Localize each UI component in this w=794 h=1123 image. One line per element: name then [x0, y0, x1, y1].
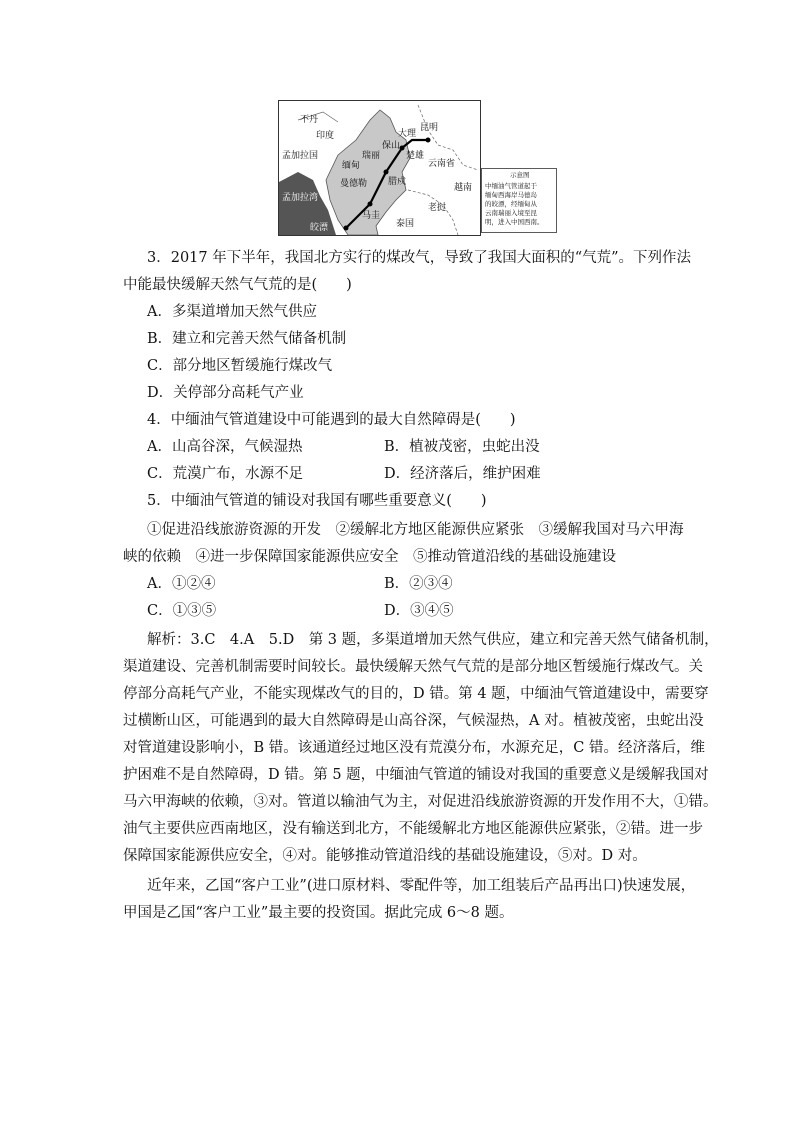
q4-option-d: D．经济落后，维护困难 [384, 466, 541, 482]
pipeline-map [278, 100, 558, 236]
label-maguay: 马圭 [362, 211, 381, 221]
label-vietnam: 越南 [454, 183, 473, 193]
label-thailand: 泰国 [396, 219, 415, 229]
analysis-line: 渠道建设、完善机制需要时间较长。最快缓解天然气气荒的是部分地区暂缓施行煤改气。关 [123, 659, 703, 675]
q3-option-a: A．多渠道增加天然气供应 [147, 304, 317, 320]
intro-line1: 近年来，乙国“客户工业”(进口原材料、零配件等，加工组装后产品再出口)快速发展， [147, 878, 696, 894]
q3-option-d: D．关停部分高耗气产业 [147, 385, 304, 401]
city-dot [384, 170, 389, 175]
legend-line: 的皎漂，经缅甸从 [485, 200, 537, 208]
q4-option-b: B．植被茂密，虫蛇出没 [384, 439, 540, 455]
q5-option-c: C．①③⑤ [147, 603, 217, 619]
q5-statements-line2: 峡的依赖 ④进一步保障国家能源供应安全 ⑤推动管道沿线的基础设施建设 [123, 549, 616, 565]
city-dot [426, 138, 431, 143]
label-dali: 大理 [398, 129, 417, 139]
q3-option-b: B．建立和完善天然气储备机制 [147, 331, 347, 347]
legend-line: 明，进入中国西南。 [485, 218, 544, 226]
label-laos: 老挝 [428, 203, 447, 213]
label-bay: 孟加拉湾 [282, 193, 319, 203]
q5-statements-line1: ①促进沿线旅游资源的开发 ②缓解北方地区能源供应紧张 ③缓解我国对马六甲海 [147, 522, 684, 538]
legend-line: 中缅油气管道起于 [485, 182, 537, 190]
analysis-line: 马六甲海峡的依赖，③对。管道以输油气为主，对促进沿线旅游资源的开发作用不大，①错。 [123, 794, 718, 810]
map-svg [278, 100, 558, 236]
q5-option-a: A．①②④ [147, 576, 216, 592]
analysis-line: 保障国家能源供应安全，④对。能够推动管道沿线的基础设施建设，⑤对。D 对。 [123, 848, 647, 864]
label-india: 印度 [316, 131, 335, 141]
label-ruili: 瑞丽 [362, 151, 381, 161]
label-yunnan: 云南省 [428, 159, 456, 169]
analysis-line: 护困难不是自然障碍，D 错。第 5 题，中缅油气管道的铺设对我国的重要意义是缓解我国对 [123, 767, 709, 783]
analysis-line: 解析：3.C 4.A 5.D 第 3 题，多渠道增加天然气供应，建立和完善天然气储备机制， [147, 632, 719, 648]
city-dot [368, 202, 373, 207]
intro-line2: 甲国是乙国“客户工业”最主要的投资国。据此完成 6～8 题。 [123, 905, 514, 921]
analysis-line: 油气主要供应西南地区，没有输送到北方，不能缓解北方地区能源供应紧张，②错。进一步 [123, 821, 703, 837]
q5-stem: 5．中缅油气管道的铺设对我国有哪些重要意义( ) [147, 493, 487, 509]
label-baoshan: 保山 [382, 141, 401, 151]
label-chuxiong: 楚雄 [406, 151, 425, 161]
q5-option-d: D．③④⑤ [384, 603, 454, 619]
q3-option-c: C．部分地区暂缓施行煤改气 [147, 358, 333, 374]
q4-stem: 4．中缅油气管道建设中可能遇到的最大自然障碍是( ) [147, 412, 516, 428]
label-kunming: 昆明 [420, 123, 439, 133]
legend-title: 示意图 [510, 171, 530, 179]
analysis-line: 过横断山区，可能遇到的最大自然障碍是山高谷深，气候湿热，A 对。植被茂密，虫蛇出没 [123, 713, 704, 729]
q5-option-b: B．②③④ [384, 576, 453, 592]
city-dot [344, 226, 349, 231]
label-bangladesh: 孟加拉国 [282, 151, 319, 161]
label-bhutan: 不丹 [300, 115, 319, 125]
legend-line: 云南瑞丽入境至昆 [485, 209, 537, 217]
analysis-line: 对管道建设影响小，B 错。该通道经过地区没有荒漠分布，水源充足，C 错。经济落后，维 [123, 740, 705, 756]
legend-line: 缅甸西海岸马德岛 [485, 191, 537, 199]
analysis-line: 停部分高耗气产业，不能实现煤改气的目的，D 错。第 4 题，中缅油气管道建设中，需要穿 [123, 686, 709, 702]
label-myitkyina: 缅甸 [342, 161, 361, 171]
q4-option-c: C．荒漠广布，水源不足 [147, 466, 304, 482]
q4-option-a: A．山高谷深，气候湿热 [147, 439, 303, 455]
label-kyaukphyu: 皎漂 [310, 223, 329, 233]
q3-stem-line2: 中能最快缓解天然气气荒的是( ) [123, 277, 352, 293]
city-dot [400, 146, 405, 151]
label-mandalay: 曼德勒 [340, 179, 368, 189]
q3-stem-line1: 3．2017 年下半年，我国北方实行的煤改气，导致了我国大面积的“气荒”。下列作法 [147, 250, 692, 266]
label-lashio: 腊戍 [388, 177, 407, 187]
